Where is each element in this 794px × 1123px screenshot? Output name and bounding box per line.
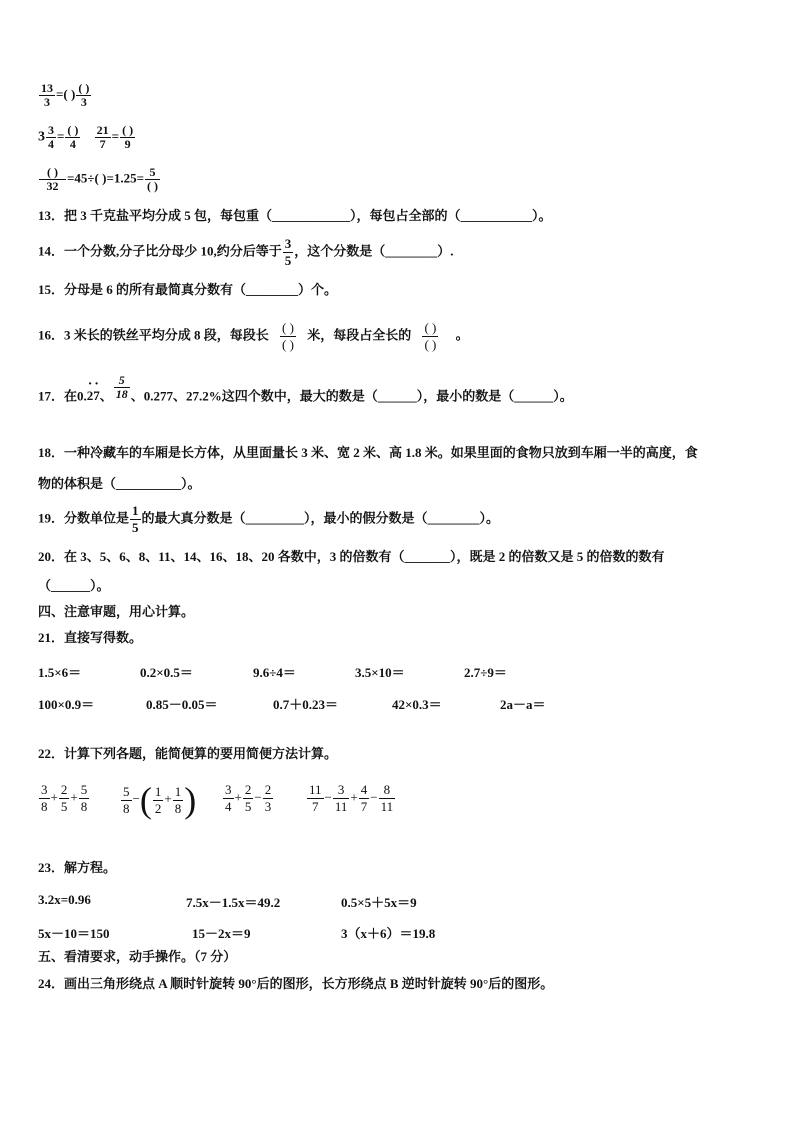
question-16: 16．3 米长的铁丝平均分成 8 段，每段长 $\frac{( )}{( )}$ 米，每段占全长的 $\frac{( )}{( )}$ 。 xyxy=(38,320,469,352)
expr-4: $\frac{11}{7}$ − $\frac{3}{11}$ + $\frac{4}{7}$ − $\frac{8}{11}$ xyxy=(309,782,394,814)
fraction: $\frac{( )}{9}$ xyxy=(122,123,134,151)
question-15: 15．分母是 6 的所有最简真分数有（________）个。 xyxy=(38,282,338,297)
fraction: $\frac{( )}{32}$ xyxy=(39,166,66,193)
question-19: 19．分数单位是 $\frac{1}{5}$ 的最大真分数是（_________），最小的假分数是（________）。 xyxy=(38,503,500,535)
calc-item: 9.6÷4＝ xyxy=(253,665,296,680)
fraction: $\frac{3}{4}$ xyxy=(48,123,54,151)
section-4-heading: 四、注意审题，用心计算。 xyxy=(38,604,195,619)
question-18-line1: 18．一种冷藏车的车厢是长方体，从里面量长 3 米、宽 2 米、高 1.8 米。如果里面的食物只放到车厢一半的高度，食 xyxy=(38,445,698,460)
fraction: $\frac{( )}{4}$ xyxy=(67,123,79,151)
fraction: $\frac{5}{18}$ xyxy=(115,373,128,401)
fraction-line-3: $\frac{( )}{32}$ =45÷( )=1.25= $\frac{5}{( )}$ xyxy=(38,166,161,193)
fraction: $\frac{13}{3}$ xyxy=(41,81,53,109)
question-24: 24．画出三角形绕点 A 顺时针旋转 90°后的图形，长方形绕点 B 逆时针旋转 90°后的图形。 xyxy=(38,976,554,991)
fraction-line-1: $\frac{13}{3}$ =( ) $\frac{( )}{3}$ xyxy=(41,81,90,109)
expr-1: $\frac{3}{8}$ + $\frac{2}{5}$ + $\frac{5}{8}$ xyxy=(41,782,88,814)
calc-item: 42×0.3＝ xyxy=(392,697,442,712)
calc-item: 3.5×10＝ xyxy=(355,665,405,680)
fraction: $\frac{3}{5}$ xyxy=(284,236,292,268)
blank-fraction: $\frac{( )}{( )}$ xyxy=(282,320,294,352)
question-13: 13．把 3 千克盐平均分成 5 包，每包重（____________），每包占全部的（___________）。 xyxy=(38,208,552,223)
fraction: $\frac{5}{( )}$ xyxy=(147,165,159,193)
calc-item: 0.2×0.5＝ xyxy=(140,665,193,680)
question-23: 23．解方程。 xyxy=(38,860,117,875)
calc-item: 2.7÷9＝ xyxy=(464,665,507,680)
question-14: 14．一个分数,分子比分母少 10,约分后等于 $\frac{3}{5}$ ，这个分数是（________）. xyxy=(38,236,454,268)
question-17: 17．在0.· 2· 7、 $\frac{5}{18}$ 、0.277、27.2%这四个数中，最大的数是（______），最小的数是（______）。 xyxy=(38,384,573,411)
blank-fraction: $\frac{( )}{( )}$ xyxy=(424,320,437,352)
equation: 5x－10＝150 xyxy=(38,926,110,941)
calc-item: 2a－a＝ xyxy=(500,697,546,712)
question-20-line2: （______）。 xyxy=(38,578,110,593)
calc-item: 1.5×6＝ xyxy=(38,665,82,680)
fraction: $\frac{21}{7}$ xyxy=(96,123,109,151)
equation: 15－2x＝9 xyxy=(192,926,251,941)
calc-item: 100×0.9＝ xyxy=(38,697,95,712)
question-20-line1: 20．在 3、5、6、8、11、14、16、18、20 各数中，3 的倍数有（_______），既是 2 的倍数又是 5 的倍数的数有 xyxy=(38,549,665,564)
question-18-line2: 物的体积是（__________）。 xyxy=(38,476,201,491)
equation: 0.5×5＋5x＝9 xyxy=(341,895,417,910)
calc-item: 0.85－0.05＝ xyxy=(146,697,218,712)
fraction-line-2: 3 $\frac{3}{4}$ = $\frac{( )}{4}$ $\frac{21}{7}$ = $\frac{( )}{9}$ xyxy=(38,123,134,151)
equation: 7.5x－1.5x＝49.2 xyxy=(186,895,281,910)
section-5-heading: 五、看清要求，动手操作。（7 分） xyxy=(38,949,237,964)
expr-2: $\frac{5}{8}$ −( $\frac{1}{2}$ + $\frac{1}{8}$ ) xyxy=(123,780,197,820)
question-22: 22．计算下列各题，能简便算的要用简便方法计算。 xyxy=(38,746,338,761)
equation: 3.2x=0.96 xyxy=(38,892,91,907)
expr-3: $\frac{3}{4}$ + $\frac{2}{5}$ − $\frac{2}{3}$ xyxy=(225,782,272,814)
calc-item: 0.7＋0.23＝ xyxy=(273,697,339,712)
equation: 3（x＋6）＝19.8 xyxy=(341,926,436,941)
question-21: 21．直接写得数。 xyxy=(38,630,143,645)
fraction: $\frac{( )}{3}$ xyxy=(78,81,90,109)
fraction: $\frac{1}{5}$ xyxy=(132,503,139,535)
